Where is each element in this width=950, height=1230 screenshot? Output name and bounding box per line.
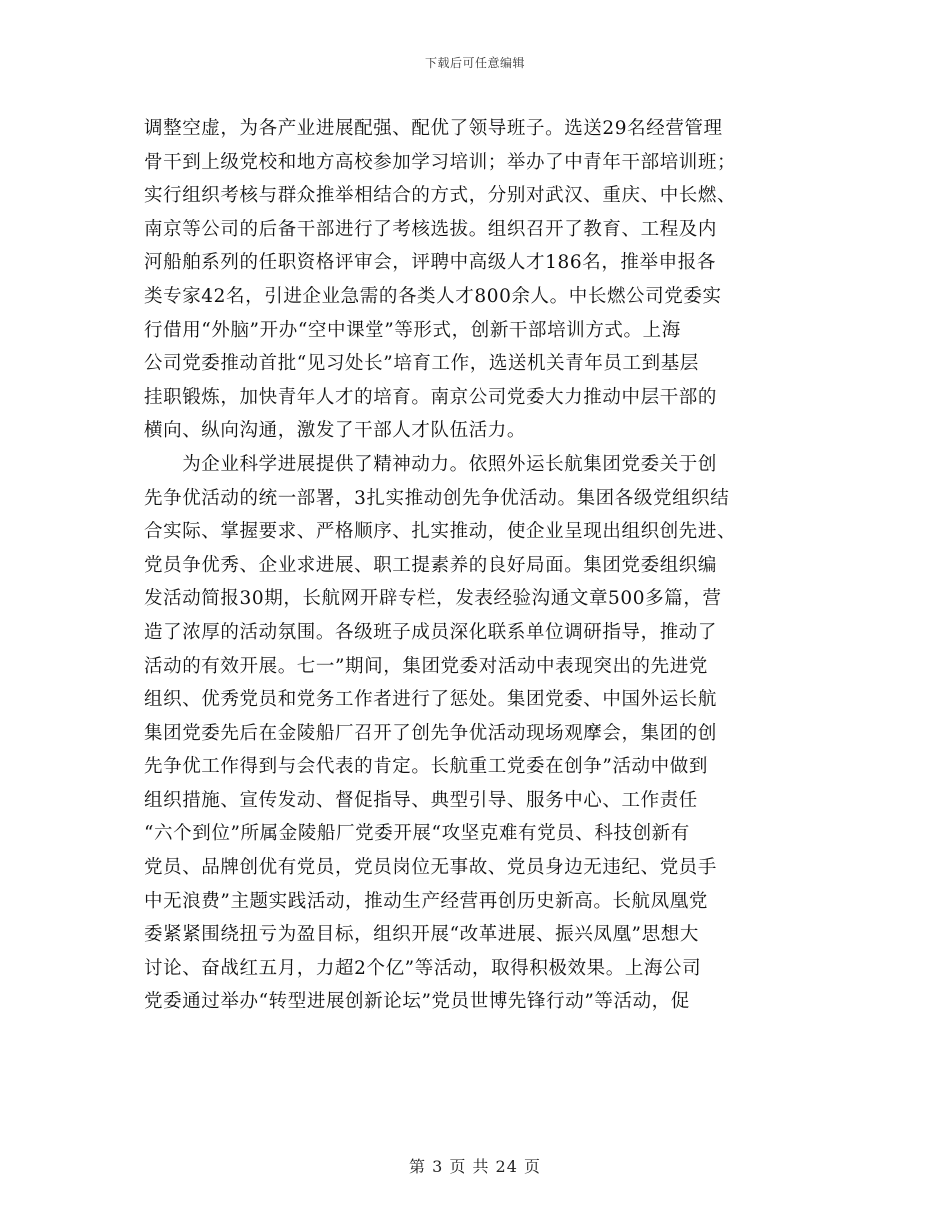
- text-line: 党委通过举办“转型进展创新论坛”党员世博先锋行动”等活动，促: [144, 991, 690, 1013]
- text-line: 合实际、掌握要求、严格顺序、扎实推动，使企业呈现出组织创先进、: [144, 521, 737, 543]
- text-line: 挂职锻炼，加快青年人才的培育。南京公司党委大力推动中层干部的: [144, 386, 718, 408]
- text-line: 行借用“外脑”开办“空中课堂”等形式，创新干部培训方式。上海: [144, 319, 681, 341]
- text-line: 河船舶系列的任职资格评审会，评聘中高级人才186名，推举申报各: [144, 252, 716, 274]
- text-line: 集团党委先后在金陵船厂召开了创先争优活动现场观摩会，集团的创: [144, 722, 718, 744]
- text-line: 发活动简报30期，长航网开辟专栏，发表经验沟通文章500多篇，营: [144, 588, 722, 610]
- page-number-footer: 第 3 页 共 24 页: [409, 1157, 541, 1176]
- text-line: 横向、纵向沟通，激发了干部人才队伍活力。: [144, 420, 527, 442]
- text-line: 类专家42名，引进企业急需的各类人才800余人。中长燃公司党委实: [144, 285, 722, 307]
- text-line: 讨论、奋战红五月，力超2个亿”等活动，取得积极效果。上海公司: [144, 957, 702, 979]
- text-line: 中无浪费”主题实践活动，推动生产经营再创历史新高。长航凤凰党: [144, 890, 708, 912]
- text-line: 委紧紧围绕扭亏为盈目标，组织开展“改革进展、振兴凤凰”思想大: [144, 924, 699, 946]
- text-line: 活动的有效开展。七一”期间，集团党委对活动中表现突出的先进党: [144, 655, 708, 677]
- text-line: 党员争优秀、企业求进展、职工提素养的良好局面。集团党委组织编: [144, 554, 718, 576]
- text-line: 造了浓厚的活动氛围。各级班子成员深化联系单位调研指导，推动了: [144, 621, 718, 643]
- body-text: [144, 112, 808, 1019]
- page-header: 下载后可任意编辑: [424, 56, 525, 70]
- text-line: 先争优工作得到与会代表的肯定。长航重工党委在创争”活动中做到: [144, 756, 708, 778]
- text-line: “六个到位”所属金陵船厂党委开展“攻坚克难有党员、科技创新有: [144, 823, 690, 845]
- text-line: 调整空虚，为各产业进展配强、配优了领导班子。选送29名经营管理: [144, 118, 723, 139]
- text-line: 党员、品牌创优有党员，党员岗位无事故、党员身边无违纪、党员手: [144, 857, 718, 879]
- text-line: 南京等公司的后备干部进行了考核选拔。组织召开了教育、工程及内: [144, 218, 718, 240]
- text-line: 骨干到上级党校和地方高校参加学习培训；举办了中青年干部培训班；: [144, 151, 737, 173]
- text-line: 公司党委推动首批“见习处长”培育工作，选送机关青年员工到基层: [144, 353, 699, 375]
- text-line: 为企业科学进展提供了精神动力。依照外运长航集团党委关于创: [144, 453, 718, 475]
- text-line: 先争优活动的统一部署，3扎实推动创先争优活动。集团各级党组织结: [144, 487, 730, 509]
- text-line: 组织措施、宣传发动、督促指导、典型引导、服务中心、工作责任: [144, 789, 698, 811]
- text-line: 组织、优秀党员和党务工作者进行了惩处。集团党委、中国外运长航: [144, 689, 718, 711]
- text-line: 实行组织考核与群众推举相结合的方式，分别对武汉、重庆、中长燃、: [144, 185, 737, 207]
